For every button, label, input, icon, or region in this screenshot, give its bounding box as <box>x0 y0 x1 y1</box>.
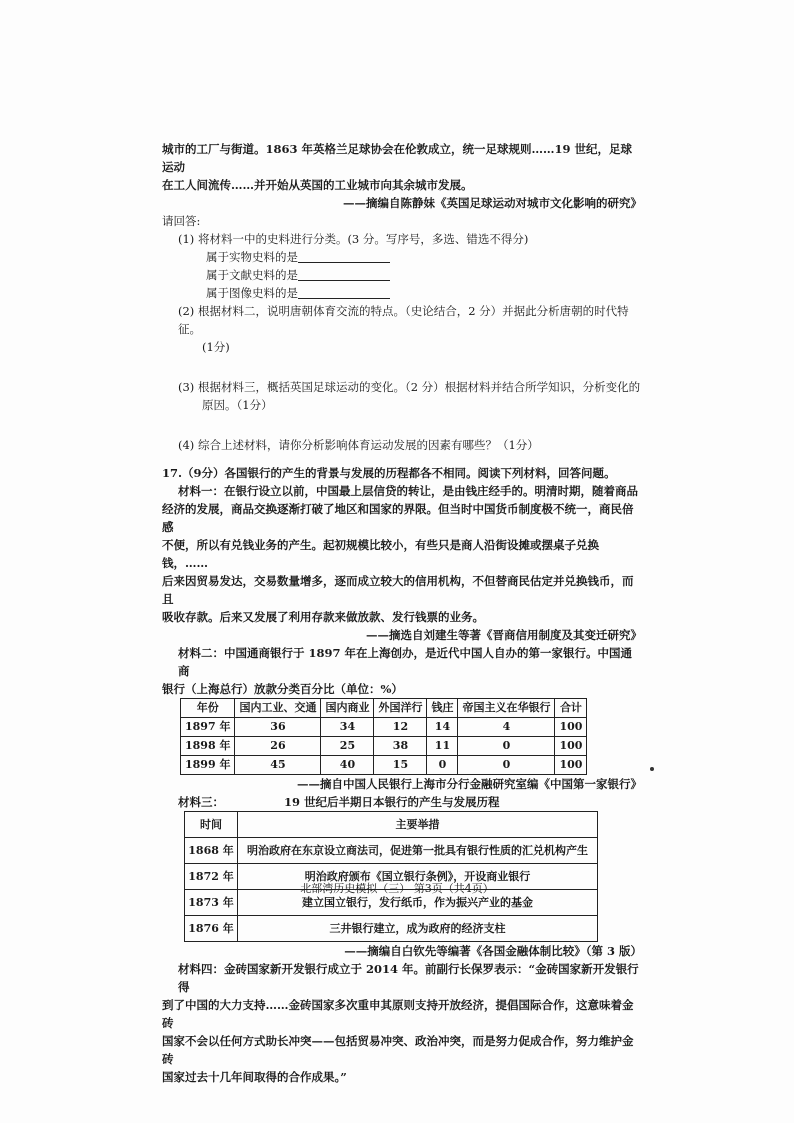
table-cell: 1868 年 <box>185 838 238 864</box>
table-cell: 1898 年 <box>181 737 235 756</box>
material-3-label: 材料三： <box>178 795 224 809</box>
table-cell: 15 <box>374 756 427 775</box>
material-2-text: 银行（上海总行）放款分类百分比（单位：%） <box>162 682 403 696</box>
source-citation: ——摘自中国人民银行上海市分行金融研究室编《中国第一家银行》 <box>297 777 642 791</box>
table-header-row <box>181 699 587 718</box>
table-cell: 1897 年 <box>181 718 235 737</box>
table-cell: 4 <box>458 718 555 737</box>
table-cell: 26 <box>235 737 321 756</box>
table-header: 外国洋行 <box>374 699 427 718</box>
material-1-text: 经济的发展，商品交换逐渐打破了地区和国家的界限。但当时中国货币制度极不统一，商民倍感 <box>162 502 634 534</box>
table-row <box>181 756 587 775</box>
table-cell: 1876 年 <box>185 916 238 942</box>
question-4: (4) 综合上述材料，请你分析影响体育运动发展的因素有哪些？（1分） <box>178 438 539 452</box>
loan-table <box>180 698 587 775</box>
page-footer: 北部湾历史模拟（三） 第3页（共4页） <box>300 882 494 895</box>
table-cell: 建立国立银行，发行纸币，作为振兴产业的基金 <box>238 890 598 916</box>
answer-label: 属于图像史料的是 <box>206 286 298 300</box>
answer-blank[interactable] <box>298 268 390 281</box>
table-cell: 36 <box>235 718 321 737</box>
question-2-score: (1分) <box>202 340 230 354</box>
material-1-text: 不便，所以有兑钱业务的产生。起初规模比较小，有些只是商人沿街设摊或摆桌子兑换钱，…… <box>162 538 599 570</box>
table-cell: 25 <box>321 737 374 756</box>
page-content <box>162 140 642 1086</box>
table-cell: 0 <box>458 756 555 775</box>
table-cell: 三井银行建立，成为政府的经济支柱 <box>238 916 598 942</box>
question-1: (1) 将材料一中的史料进行分类。(3 分。写序号，多选、错选不得分) <box>178 232 529 246</box>
question-2: (2) 根据材料二，说明唐朝体育交流的特点。（史论结合，2 分）并据此分析唐朝的时代特征。 <box>178 304 629 336</box>
table-cell: 11 <box>427 737 458 756</box>
table-header: 钱庄 <box>427 699 458 718</box>
material-1-text: 吸收存款。后来又发展了利用存款来做放款、发行钱票的业务。 <box>162 610 484 624</box>
table-cell: 40 <box>321 756 374 775</box>
table-cell: 1872 年 <box>185 864 238 890</box>
table-cell: 明治政府在东京设立商法司，促进第一批具有银行性质的汇兑机构产生 <box>238 838 598 864</box>
table-cell: 38 <box>374 737 427 756</box>
table-cell: 0 <box>458 737 555 756</box>
table-cell: 1873 年 <box>185 890 238 916</box>
prompt-label: 请回答: <box>162 214 201 228</box>
answer-blank[interactable] <box>298 250 390 263</box>
material-3-title: 19 世纪后半期日本银行的产生与发展历程 <box>284 795 500 809</box>
material-1-text: 后来因贸易发达，交易数量增多，逐而成立较大的信用机构，不但替商民估定并兑换钱币，而且 <box>162 574 634 606</box>
material-1-text: 材料一：在银行设立以前，中国最上层信贷的转让，是由钱庄经手的。明清时期，随着商品 <box>178 484 638 498</box>
table-cell: 0 <box>427 756 458 775</box>
table-cell: 1899 年 <box>181 756 235 775</box>
table-cell: 100 <box>555 737 587 756</box>
table-header: 国内工业、交通 <box>235 699 321 718</box>
question-3: (3) 根据材料三，概括英国足球运动的变化。（2 分）根据材料并结合所学知识，分析变化的 <box>178 380 641 394</box>
table-header: 主要举措 <box>238 812 598 838</box>
table-row <box>185 838 598 864</box>
answer-line-physical <box>162 248 642 266</box>
answer-blank[interactable] <box>298 286 390 299</box>
answer-label: 属于实物史料的是 <box>206 250 298 264</box>
table-row <box>185 916 598 942</box>
material-4-text: 国家过去十几年间取得的合作成果。” <box>162 1070 347 1084</box>
answer-line-document <box>162 266 642 284</box>
material-4-text: 到了中国的大力支持……金砖国家多次重申其原则支持开放经济，提倡国际合作，这意味着金砖 <box>162 998 634 1030</box>
material-2-text: 材料二：中国通商银行于 1897 年在上海创办，是近代中国人自办的第一家银行。中国通商 <box>178 646 633 678</box>
table-cell: 14 <box>427 718 458 737</box>
table-cell: 明治政府颁布《国立银行条例》，开设商业银行 <box>238 864 598 890</box>
source-citation: ——摘编自陈静妹《英国足球运动对城市文化影响的研究》 <box>343 196 642 210</box>
answer-line-image <box>162 284 642 302</box>
scan-speck <box>650 767 654 771</box>
table-row <box>181 737 587 756</box>
table-header: 合计 <box>555 699 587 718</box>
material-4-text: 国家不会以任何方式助长冲突——包括贸易冲突、政治冲突，而是努力促成合作，努力维护金砖 <box>162 1034 634 1066</box>
question-3-cont: 原因。（1分） <box>202 398 273 412</box>
table-header-row <box>185 812 598 838</box>
table-cell: 34 <box>321 718 374 737</box>
table-cell: 45 <box>235 756 321 775</box>
table-header: 帝国主义在华银行 <box>458 699 555 718</box>
table-row <box>181 718 587 737</box>
table-cell: 12 <box>374 718 427 737</box>
answer-label: 属于文献史料的是 <box>206 268 298 282</box>
source-citation: ——摘编自白钦先等编著《各国金融体制比较》（第 3 版） <box>344 944 642 958</box>
material-4-text: 材料四：金砖国家新开发银行成立于 2014 年。前副行长保罗表示：“金砖国家新开发银行得 <box>178 962 639 994</box>
table-header: 国内商业 <box>321 699 374 718</box>
table-cell: 100 <box>555 756 587 775</box>
text-line: 在工人间流传……并开始从英国的工业城市向其余城市发展。 <box>162 178 473 192</box>
text-line: 城市的工厂与街道。1863 年英格兰足球协会在伦敦成立，统一足球规则……19 世纪，足球运动 <box>162 142 633 174</box>
source-citation: ——摘选自刘建生等著《晋商信用制度及其变迁研究》 <box>366 628 642 642</box>
japan-bank-table <box>184 811 598 942</box>
question-17: 17.（9分）各国银行的产生的背景与发展的历程都各不相同。阅读下列材料，回答问题。 <box>162 466 616 480</box>
table-cell: 100 <box>555 718 587 737</box>
table-header: 时间 <box>185 812 238 838</box>
table-header: 年份 <box>181 699 235 718</box>
